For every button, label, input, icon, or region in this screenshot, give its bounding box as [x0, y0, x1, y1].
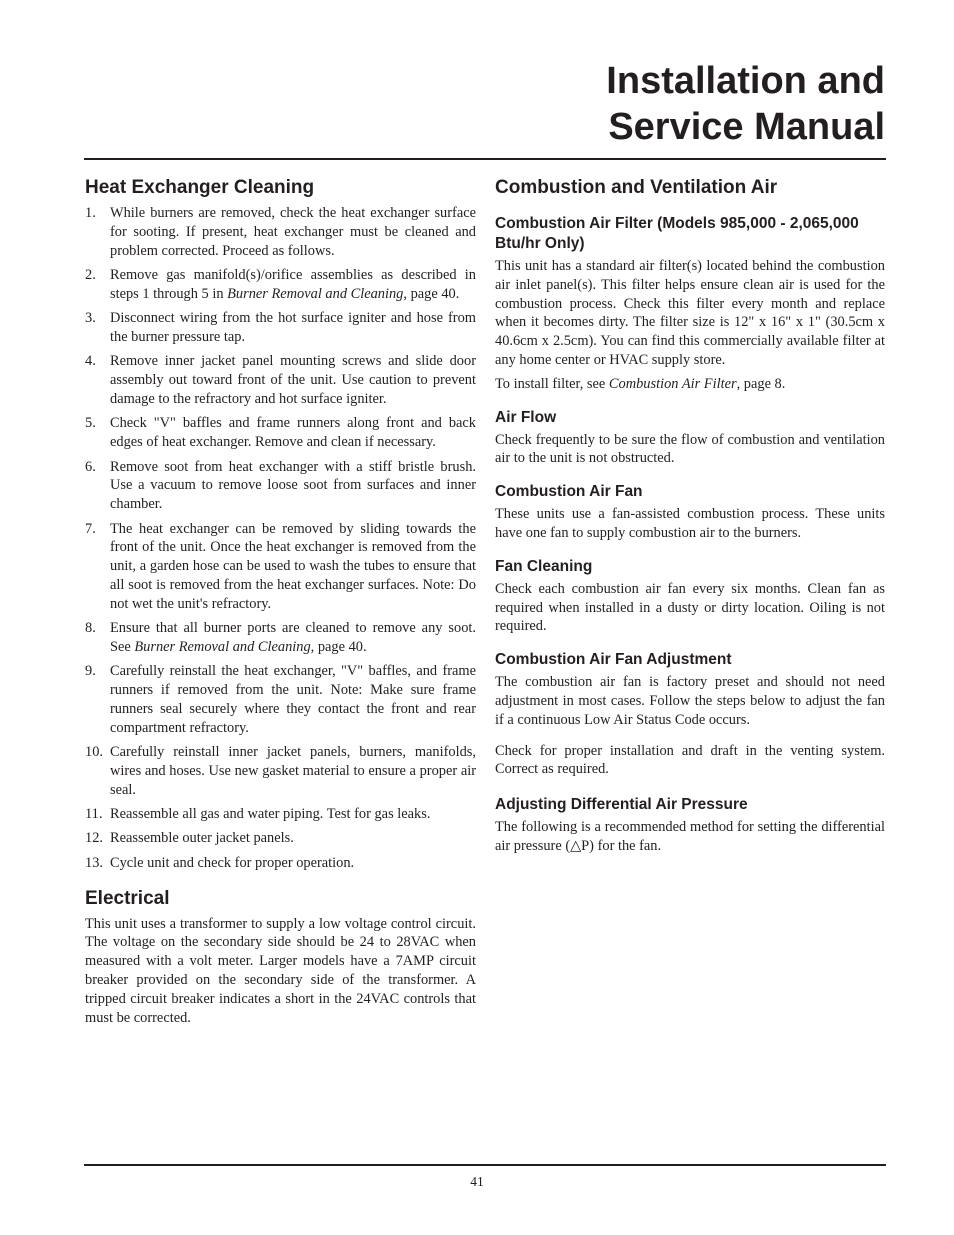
- step-text: Carefully reinstall the heat exchanger, "V" baffles, and frame runners if removed from the unit. Note: Make sure frame runners seal securely where they contact the front and rear compartment refractory.: [110, 663, 476, 736]
- step-text: Carefully reinstall inner jacket panels, burners, manifolds, wires and hoses. Use new gasket material to ensure a proper air seal.: [110, 744, 476, 798]
- cross-reference: Combustion Air Filter: [608, 375, 737, 392]
- step-text: Check "V" baffles and frame runners along front and back edges of heat exchanger. Remove and clean if necessary.: [110, 415, 476, 451]
- air-fan-heading: Combustion Air Fan: [495, 483, 643, 501]
- footer-divider: [84, 1164, 886, 1166]
- list-item: [85, 854, 476, 873]
- list-item: [85, 204, 476, 260]
- step-number: 3.: [85, 310, 96, 327]
- differential-pressure-heading: Adjusting Differential Air Pressure: [495, 796, 748, 814]
- step-number: 2.: [85, 266, 96, 283]
- combustion-ventilation-heading: Combustion and Ventilation Air: [495, 177, 778, 198]
- step-number: 12.: [85, 830, 103, 847]
- cross-reference: Burner Removal and Cleaning: [227, 285, 404, 302]
- step-text: Cycle unit and check for proper operation.: [110, 854, 355, 871]
- list-item: [85, 458, 476, 514]
- fan-adjustment-paragraph: The combustion air fan is factory preset and should not need adjustment in most cases. Follow the steps below to adjust the fan if a continuous Low Air Status Code occurs.: [495, 674, 885, 728]
- right-column: [495, 176, 885, 861]
- list-item: [85, 743, 476, 799]
- fan-adjustment-heading: Combustion Air Fan Adjustment: [495, 651, 732, 669]
- heat-exchanger-heading: Heat Exchanger Cleaning: [85, 177, 315, 198]
- step-number: 10.: [85, 744, 103, 761]
- step-number: 1.: [85, 205, 96, 221]
- header-divider: [84, 158, 886, 160]
- list-item: [85, 805, 476, 824]
- step-number: 11.: [85, 806, 103, 823]
- step-text-part: , page 40.: [403, 285, 460, 302]
- list-item: [85, 414, 476, 452]
- fan-cleaning-heading: Fan Cleaning: [495, 557, 593, 575]
- step-number: 9.: [85, 663, 96, 680]
- step-text-part: Remove gas manifold(s)/orifice assemblies as described in steps 1 through 5 in: [110, 266, 476, 302]
- step-number: 5.: [85, 415, 96, 432]
- list-item: [85, 352, 476, 408]
- page-number: 41: [470, 1174, 484, 1189]
- step-number: 7.: [85, 520, 96, 537]
- left-column: [85, 176, 476, 1032]
- page-title-line2: Service Manual: [608, 106, 885, 148]
- step-text: Remove inner jacket panel mounting screws and slide door assembly out toward front of the unit. Use caution to prevent damage to the refractory and hot surface igniter.: [110, 353, 476, 407]
- step-number: 13.: [85, 854, 103, 871]
- install-filter-paragraph: [495, 375, 885, 394]
- step-text-part: , page 40.: [310, 638, 367, 655]
- air-fan-paragraph: These units use a fan-assisted combustion process. These units have one fan to supply combustion air to the burners.: [495, 506, 885, 541]
- install-text: To install filter, see: [495, 375, 609, 392]
- list-item: [85, 619, 476, 657]
- step-text: Disconnect wiring from the hot surface igniter and hose from the burner pressure tap.: [110, 310, 476, 345]
- air-flow-heading: Air Flow: [495, 408, 557, 426]
- step-text: Reassemble all gas and water piping. Test for gas leaks.: [110, 806, 431, 823]
- page-title-line1: Installation and: [606, 60, 885, 102]
- list-item: [85, 662, 476, 737]
- step-number: 8.: [85, 620, 96, 637]
- electrical-heading: Electrical: [85, 887, 170, 909]
- step-number: 6.: [85, 458, 96, 475]
- differential-pressure-paragraph: The following is a recommended method for setting the differential air pressure (△P) for the fan.: [495, 819, 885, 854]
- step-text: While burners are removed, check the heat exchanger surface for sooting. If present, heat exchanger must be cleaned and problem corrected. Proceed as follows.: [110, 205, 476, 259]
- step-text: The heat exchanger can be removed by sliding towards the front of the unit. Once the heat exchanger is removed from the unit, a garden hose can be used to wash the tubes to ensure that all soot is removed from the heat exchanger surfaces. Note: Do not wet the unit's refractory.: [110, 520, 476, 612]
- list-item: [85, 309, 476, 347]
- heat-exchanger-steps: [85, 204, 476, 873]
- step-number: 4.: [85, 353, 96, 370]
- air-flow-paragraph: Check frequently to be sure the flow of combustion and ventilation air to the unit is not obstructed.: [495, 431, 885, 467]
- step-text: [110, 266, 476, 304]
- step-text: [110, 619, 476, 657]
- cross-reference: Burner Removal and Cleaning: [134, 638, 311, 655]
- electrical-paragraph: This unit uses a transformer to supply a low voltage control circuit. The voltage on the secondary side should be 24 to 28VAC when measured with a volt meter. Larger models have a 7AMP circuit breaker provided on the secondary side of the transformer. A tripped circuit breaker indicates a short in the 24VAC controls that must be corrected.: [85, 915, 476, 1026]
- step-text-part: Ensure that all burner ports are cleaned to remove any soot. See: [110, 620, 476, 655]
- step-text: Remove soot from heat exchanger with a stiff bristle brush. Use a vacuum to remove loose soot from surfaces and inner chamber.: [110, 458, 476, 513]
- air-filter-paragraph: This unit has a standard air filter(s) located behind the combustion air inlet panel(s). This filter helps ensure clean air is used for the combustion process. Check this filter every month and replace when it becomes dirty. The filter size is 12" x 16" x 1" (30.5cm x 40.6cm x 2.5cm). You can find this commercially available filter at any home center or HVAC supply store.: [495, 258, 885, 368]
- page-title: [606, 58, 885, 150]
- fan-cleaning-paragraph: Check each combustion air fan every six months. Clean fan as required when installed in a dusty or dirty location. Oiling is not required.: [495, 580, 885, 635]
- step-text: Reassemble outer jacket panels.: [110, 830, 294, 847]
- list-item: [85, 520, 476, 614]
- air-filter-heading: Combustion Air Filter (Models 985,000 - 2,065,000 Btu/hr Only): [495, 215, 859, 252]
- install-text: , page 8.: [736, 375, 786, 392]
- fan-adjustment-paragraph-2: Check for proper installation and draft in the venting system. Correct as required.: [495, 742, 885, 778]
- list-item: [85, 266, 476, 304]
- list-item: [85, 829, 476, 848]
